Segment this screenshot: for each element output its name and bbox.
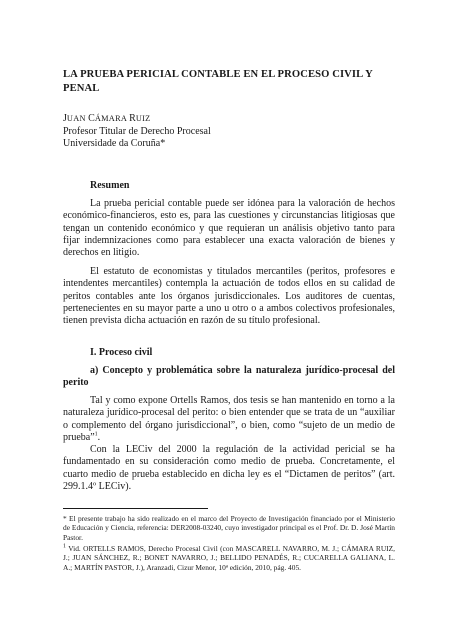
abstract-heading: Resumen (90, 180, 130, 191)
subsection-heading: a) Concepto y problemática sobre la naturaleza jurídico-procesal del perito (63, 365, 395, 389)
author-last2-rest: UIZ (135, 114, 151, 123)
paper-title: LA PRUEBA PERICIAL CONTABLE EN EL PROCESO CIVIL Y PENAL (63, 69, 373, 94)
author-first-rest: UAN (66, 114, 89, 123)
body-paragraph-2: Con la LECiv del 2000 la regulación de la actividad pericial se ha fundamentado en su consideración como medio de prueba. Concretamente, el cuarto medio de prueba establecido en dicha ley es el “Dictamen de peritos” (art. 299.1.4º LECiv). (63, 444, 395, 492)
body-paragraph-1-text: Tal y como expone Ortells Ramos, dos tesis se han mantenido en torno a la naturaleza jurídico-procesal del perito: o bien entender que se trata de un “auxiliar o complemento del órgano jurisdiccional”, o bien, como “sujeto de un medio de prueba” (63, 395, 395, 443)
abstract-paragraph-2: El estatuto de economistas y titulados mercantiles (peritos, profesores e intendentes mercantiles) contempla la actuación de todos ellos en su calidad de peritos contables ante los órganos jurisdiccionales. Los auditores de cuentas, pertenecientes en su mayor parte a uno u otro o a ambos colectivos profesionales, tienen prevista dicha actuación en razón de su título profesional. (63, 266, 395, 327)
section-heading: I. Proceso civil (90, 347, 153, 358)
footnote-separator (63, 508, 208, 509)
footnote-1-text: Vid. ORTELLS RAMOS, Derecho Procesal Civil (con MASCARELL NAVARRO, M. J.; CÁMARA RUIZ, J.; JUAN SÁNCHEZ, R.; BONET NAVARRO, J.; BELLIDO PENADÉS, R.; CUCARELLA GALIANA, L. A.; MARTÍN PASTOR, J.), Aranzadi, Cizur Menor, 10ª edición, 2010, pág. 405. (63, 544, 395, 572)
footnote-1-mark: 1 (63, 543, 66, 550)
footnote-1 (63, 544, 395, 572)
author-last-rest: ÁMARA (94, 114, 130, 123)
author-position: Profesor Titular de Derecho Procesal (63, 125, 211, 137)
author-name (63, 113, 151, 126)
footnote-ref-1[interactable]: 1 (94, 431, 98, 438)
author-university: Universidade da Coruña* (63, 138, 166, 149)
author-last2-initial: R (129, 113, 136, 124)
body-paragraph-1 (63, 395, 395, 444)
author-last-initial: C (88, 113, 95, 124)
footnote-star: * El presente trabajo ha sido realizado en el marco del Proyecto de Investigación financiado por el Ministerio de Educación y Ciencia, referencia: DER2008-03240, cuyo investigador principal es el Prof. Dr. D. José Martín Pastor. (63, 514, 395, 542)
abstract-paragraph-1: La prueba pericial contable puede ser idónea para la valoración de hechos económico-financieros, esto es, para las cuestiones y circunstancias litigiosas que tengan un contenido económico y que requieran un análisis objetivo tanto para fijar indemnizaciones como para establecer una exacta valoración de bienes y derechos en litigio. (63, 198, 395, 259)
author-first-initial: J (63, 113, 67, 124)
body-paragraph-1-end: . (97, 431, 101, 443)
